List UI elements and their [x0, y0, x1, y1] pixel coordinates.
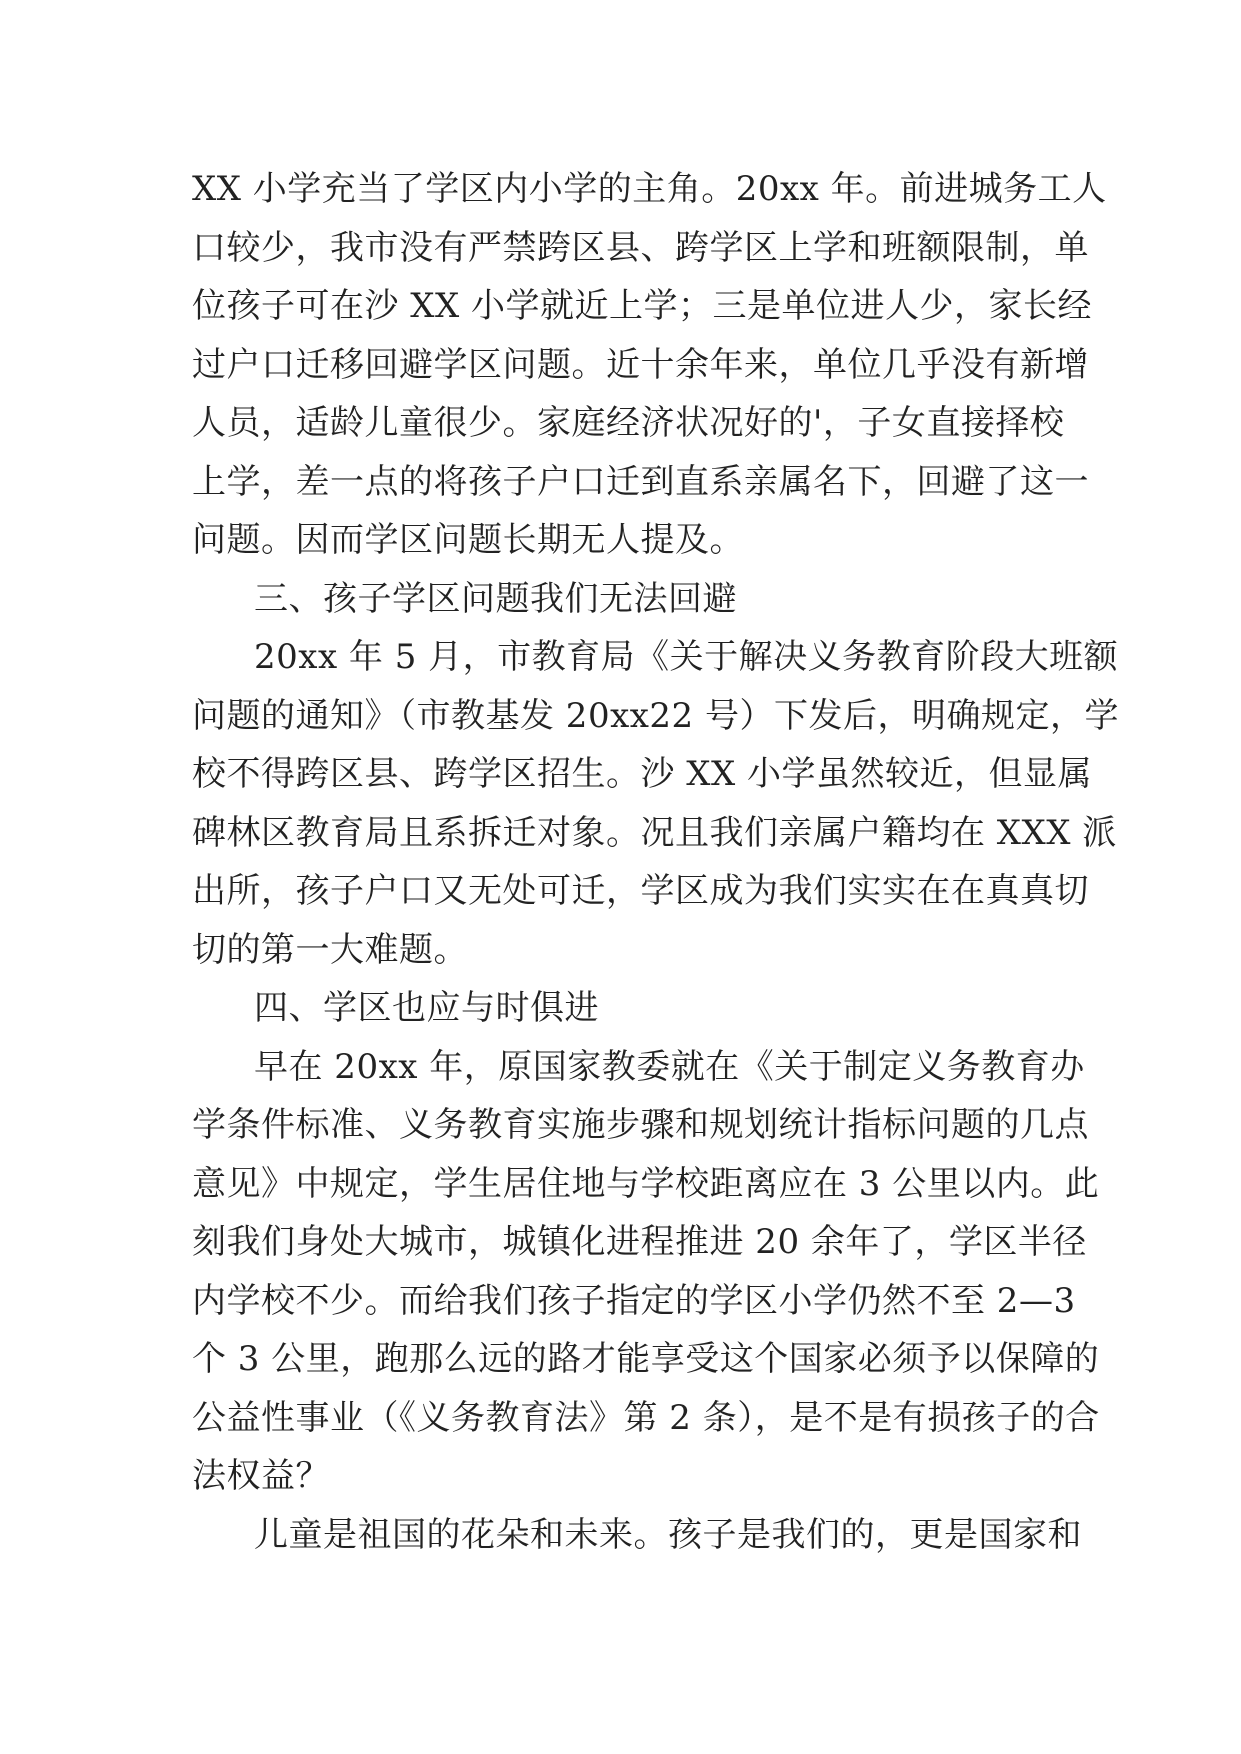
text-line: XX 小学充当了学区内小学的主角。20xx 年。前进城务工人	[192, 169, 1107, 209]
text-line: 人员，适龄儿童很少。家庭经济状况好的'，子女直接择校	[192, 403, 1065, 443]
text-line: 上学，差一点的将孩子户口迁到直系亲属名下，回避了这一	[192, 461, 1089, 502]
text-line: 儿童是祖国的花朵和未来。孩子是我们的，更是国家和	[254, 1514, 1082, 1555]
text-line: 内学校不少。而给我们孩子指定的学区小学仍然不至 2—3	[192, 1280, 1076, 1321]
text-line: 学条件标准、义务教育实施步骤和规划统计指标问题的几点	[192, 1105, 1089, 1145]
text-line: 校不得跨区县、跨学区招生。沙 XX 小学虽然较近，但显属	[192, 754, 1093, 794]
text-line: 20xx 年 5 月，市教育局《关于解决义务教育阶段大班额	[254, 637, 1119, 677]
section-heading: 四、学区也应与时俱进	[254, 988, 599, 1028]
text-line: 意见》中规定，学生居住地与学校距离应在 3 公里以内。此	[192, 1163, 1100, 1204]
text-line: 碑林区教育局且系拆迁对象。况且我们亲属户籍均在 XXX 派	[192, 812, 1117, 853]
text-line: 公益性事业（《义务教育法》第 2 条），是不是有损孩子的合	[192, 1397, 1100, 1438]
text-line: 过户口迁移回避学区问题。近十余年来，单位几乎没有新增	[192, 344, 1089, 385]
text-line: 问题。因而学区问题长期无人提及。	[192, 520, 744, 560]
text-line: 早在 20xx 年，原国家教委就在《关于制定义务教育办	[254, 1046, 1085, 1087]
text-line: 出所，孩子户口又无处可迁，学区成为我们实实在在真真切	[192, 871, 1089, 911]
text-line: 口较少，我市没有严禁跨区县、跨学区上学和班额限制，单	[192, 227, 1089, 268]
text-line: 个 3 公里，跑那么远的路才能享受这个国家必须予以保障的	[192, 1339, 1100, 1379]
text-line: 法权益？	[192, 1456, 330, 1496]
section-heading: 三、孩子学区问题我们无法回避	[254, 578, 737, 619]
text-line: 刻我们身处大城市，城镇化进程推进 20 余年了，学区半径	[192, 1222, 1087, 1262]
text-line: 位孩子可在沙 XX 小学就近上学；三是单位进人少，家长经	[192, 286, 1093, 326]
document-body	[192, 160, 1119, 1564]
text-line: 问题的通知》（市教基发 20xx22 号）下发后，明确规定，学	[192, 695, 1119, 736]
text-line: 切的第一大难题。	[192, 929, 468, 970]
